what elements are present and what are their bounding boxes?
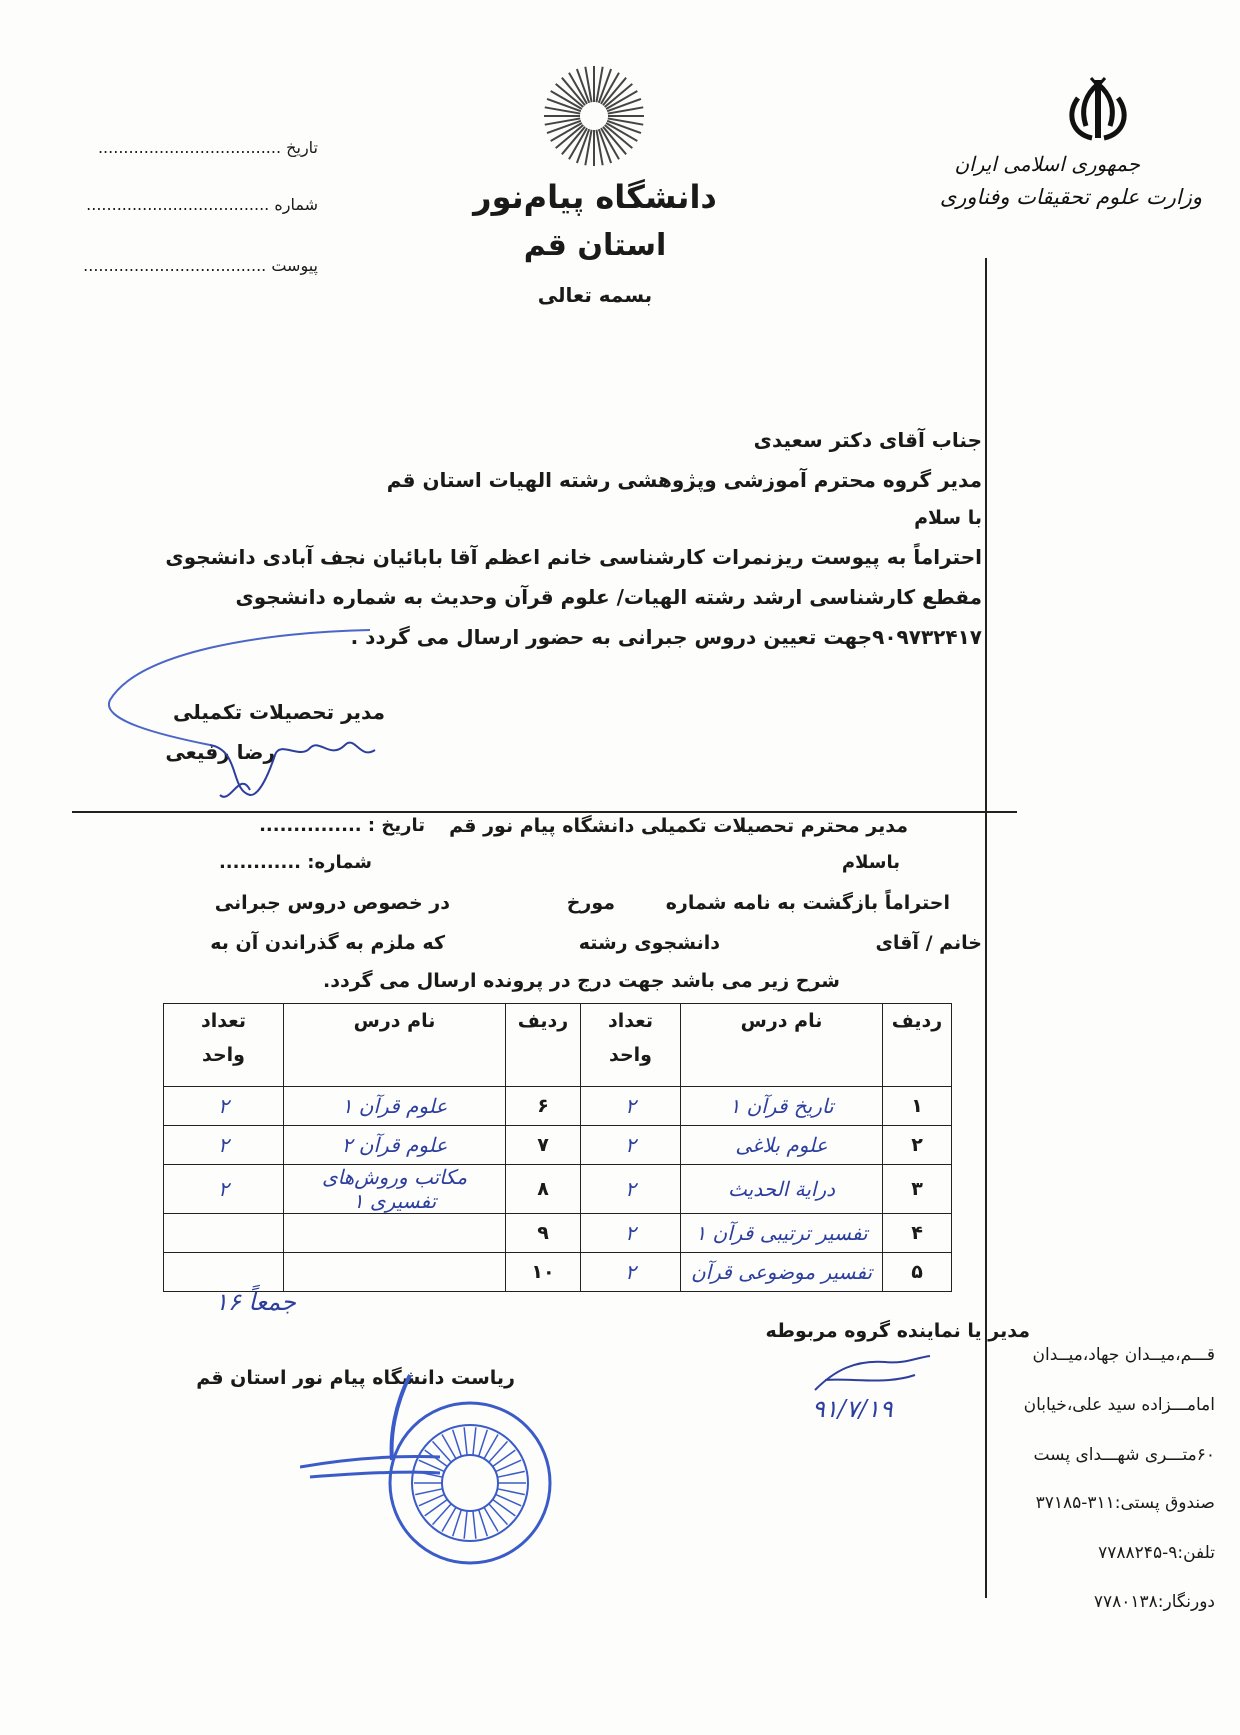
course-name: مکاتب وروش‌های تفسیری ۱ bbox=[284, 1165, 506, 1214]
course-name: تاریخ قرآن ۱ bbox=[681, 1087, 883, 1126]
reply-line1-a: احتراماً بازگشت به نامه شماره bbox=[665, 892, 950, 914]
th-row-1: ردیف bbox=[883, 1004, 952, 1087]
row-number: ۸ bbox=[506, 1165, 581, 1214]
number-field bbox=[78, 195, 318, 214]
row-number: ۱ bbox=[883, 1087, 952, 1126]
number-dots: .................................... bbox=[86, 195, 270, 214]
university-name: دانشگاه پیام‌نور bbox=[473, 178, 717, 216]
course-name: علوم قرآن ۱ bbox=[284, 1087, 506, 1126]
presidency-label: ریاست دانشگاه پیام نور استان قم bbox=[196, 1367, 515, 1389]
course-name: علوم بلاغی bbox=[681, 1126, 883, 1165]
letter-addressee-title: مدیر گروه محترم آموزشی وپژوهشی رشته الهیات استان قم bbox=[386, 468, 982, 492]
th-units-2-line2: واحد bbox=[202, 1044, 245, 1066]
reply-greeting: باسلام bbox=[841, 852, 900, 873]
attachment-label: پیوست bbox=[271, 256, 318, 275]
reply-line2-b: دانشجوی رشته bbox=[578, 932, 720, 954]
ministry-line1: جمهوری اسلامی ایران bbox=[954, 152, 1140, 176]
university-logo-icon bbox=[542, 64, 646, 168]
address-fax: دورنگار:۷۷۸۰۱۳۸ bbox=[1093, 1592, 1215, 1612]
signer-name: رضا رفیعی bbox=[165, 740, 275, 764]
th-units-1-line1: تعداد bbox=[607, 1010, 654, 1032]
margin-rule bbox=[985, 258, 987, 1598]
university-stamp-icon bbox=[300, 1365, 560, 1575]
ministry-line2: وزارت علوم تحقیقات وفناوری bbox=[939, 185, 1202, 209]
course-units: ۲ bbox=[581, 1087, 681, 1126]
address-line3: ۶۰متـــری شهـــدای پست bbox=[1033, 1445, 1215, 1465]
row-number: ۷ bbox=[506, 1126, 581, 1165]
row-number: ۹ bbox=[506, 1214, 581, 1253]
reply-number-field: شماره: ............ bbox=[218, 852, 372, 873]
table-row bbox=[164, 1165, 952, 1214]
th-course-2: نام درس bbox=[284, 1004, 506, 1087]
table-row bbox=[164, 1087, 952, 1126]
number-label: شماره bbox=[274, 195, 318, 214]
table-row bbox=[164, 1253, 952, 1292]
row-number: ۱۰ bbox=[506, 1253, 581, 1292]
date-field bbox=[78, 138, 318, 157]
course-name: تفسیر موضوعی قرآن bbox=[681, 1253, 883, 1292]
address-line1: قـــم،میــدان جهاد،میــدان bbox=[1032, 1345, 1215, 1365]
course-units: ۲ bbox=[581, 1214, 681, 1253]
course-units: ۲ bbox=[581, 1165, 681, 1214]
reply-date-field: تاریخ : ............... bbox=[259, 815, 425, 836]
row-number: ۶ bbox=[506, 1087, 581, 1126]
group-rep-date: ۹۱/۷/۱۹ bbox=[812, 1395, 893, 1423]
group-rep-label: مدیر یا نماینده گروه مربوطه bbox=[765, 1320, 1030, 1342]
attachment-dots: .................................... bbox=[83, 256, 267, 275]
letter-addressee: جناب آقای دکتر سعیدی bbox=[753, 428, 982, 452]
th-units-1-line2: واحد bbox=[609, 1044, 652, 1066]
letter-body-line3: ۹۰۹۷۳۲۴۱۷جهت تعیین دروس جبرانی به حضور ارسال می گردد . bbox=[350, 625, 982, 649]
th-row-2: ردیف bbox=[506, 1004, 581, 1087]
course-units: ۲ bbox=[164, 1165, 284, 1214]
date-label: تاریخ bbox=[286, 138, 318, 157]
row-number: ۵ bbox=[883, 1253, 952, 1292]
th-units-2-line1: تعداد bbox=[200, 1010, 247, 1032]
course-name: تفسیر ترتیبی قرآن ۱ bbox=[681, 1214, 883, 1253]
province-name: استان قم bbox=[523, 228, 667, 263]
letter-body-line2: مقطع کارشناسی ارشد رشته الهیات/ علوم قرآن وحدیث به شماره دانشجوی bbox=[235, 585, 982, 609]
course-name bbox=[284, 1214, 506, 1253]
course-units bbox=[164, 1214, 284, 1253]
course-units bbox=[164, 1253, 284, 1292]
reply-line2-c: که ملزم به گذراندن آن به bbox=[210, 932, 445, 954]
signature-mark bbox=[100, 620, 400, 810]
reply-line1-c: در خصوص دروس جبرانی bbox=[214, 892, 450, 914]
course-name: علوم قرآن ۲ bbox=[284, 1126, 506, 1165]
signer-title: مدیر تحصیلات تکمیلی bbox=[172, 700, 385, 724]
courses-table bbox=[163, 1003, 952, 1292]
course-name: درایة الحدیث bbox=[681, 1165, 883, 1214]
courses-table-wrap bbox=[163, 1003, 952, 1292]
total-note: جمعاً ۱۶ bbox=[215, 1288, 297, 1316]
address-line4: صندوق پستی:۳۱۱-۳۷۱۸۵ bbox=[1035, 1493, 1215, 1513]
table-row bbox=[164, 1214, 952, 1253]
letter-body-line1: احتراماً به پیوست ریزنمرات کارشناسی خانم اعظم آقا بابائیان نجف آبادی دانشجوی bbox=[165, 545, 982, 569]
course-units: ۲ bbox=[581, 1253, 681, 1292]
address-line2: امامـــزاده سید علی،خیابان bbox=[1023, 1395, 1215, 1415]
section-divider bbox=[72, 811, 1017, 813]
course-units: ۲ bbox=[164, 1126, 284, 1165]
course-units: ۲ bbox=[164, 1087, 284, 1126]
row-number: ۳ bbox=[883, 1165, 952, 1214]
row-number: ۲ bbox=[883, 1126, 952, 1165]
th-units-2 bbox=[164, 1004, 284, 1087]
course-units: ۲ bbox=[581, 1126, 681, 1165]
table-row bbox=[164, 1126, 952, 1165]
address-phone: تلفن:۹-۷۷۸۸۲۴۵ bbox=[1098, 1543, 1215, 1563]
date-dots: .................................... bbox=[97, 138, 282, 157]
letter-greeting: با سلام bbox=[914, 507, 982, 529]
reply-line1-b: مورخ bbox=[566, 892, 615, 914]
reply-addressee: مدیر محترم تحصیلات تکمیلی دانشگاه پیام نور قم bbox=[449, 815, 908, 837]
bismillah: بسمه تعالی bbox=[537, 283, 653, 307]
attachment-field bbox=[78, 256, 318, 275]
th-course-1: نام درس bbox=[681, 1004, 883, 1087]
th-units-1 bbox=[581, 1004, 681, 1087]
course-name bbox=[284, 1253, 506, 1292]
reply-line2-a: خانم / آقای bbox=[875, 932, 982, 954]
iran-emblem-icon bbox=[1058, 76, 1138, 146]
reply-line3: شرح زیر می باشد جهت درج در پرونده ارسال می گردد. bbox=[323, 970, 840, 992]
row-number: ۴ bbox=[883, 1214, 952, 1253]
